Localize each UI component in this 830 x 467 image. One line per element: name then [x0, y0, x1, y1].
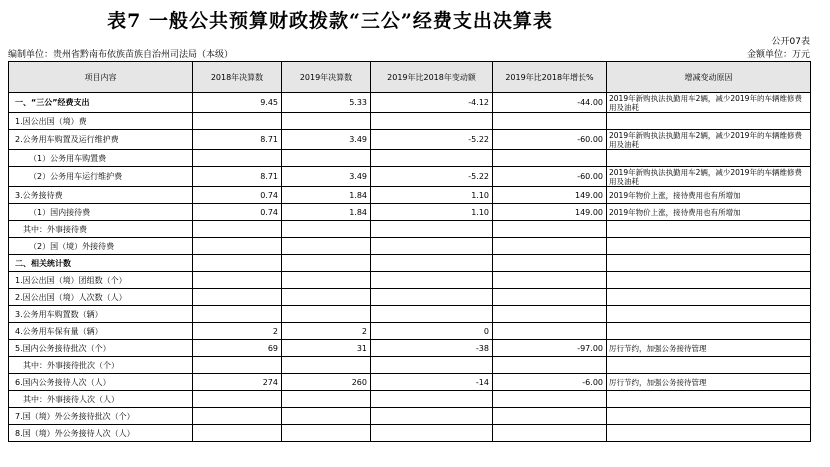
table-row: [9, 187, 811, 204]
table-body: [9, 93, 811, 442]
row-value-pct: [493, 391, 607, 408]
row-value-2019: [282, 289, 371, 306]
row-value-diff: [371, 408, 493, 425]
row-value-2019: 3.49: [282, 167, 371, 187]
table-row: [9, 272, 811, 289]
row-item-name: （1）公务用车购置费: [9, 150, 193, 167]
row-value-2019: [282, 425, 371, 442]
row-value-pct: [493, 272, 607, 289]
row-value-pct: [493, 323, 607, 340]
table-row: [9, 374, 811, 391]
row-reason: [607, 323, 811, 340]
header-diff: 2019年比2018年变动额: [371, 62, 493, 93]
row-value-diff: 1.10: [371, 187, 493, 204]
row-value-2019: 1.84: [282, 204, 371, 221]
table-row: [9, 167, 811, 187]
expenditure-table: [8, 61, 811, 442]
row-value-2018: 2: [193, 323, 282, 340]
row-value-pct: [493, 357, 607, 374]
row-value-2018: 8.71: [193, 130, 282, 150]
row-reason: [607, 255, 811, 272]
table-row: [9, 323, 811, 340]
row-value-2019: [282, 238, 371, 255]
row-value-2019: 3.49: [282, 130, 371, 150]
row-value-pct: [493, 113, 607, 130]
row-value-pct: -44.00: [493, 93, 607, 113]
report-title: 表7 一般公共预算财政拨款“三公”经费支出决算表: [107, 10, 553, 32]
row-item-name: （1）国内接待费: [9, 204, 193, 221]
row-value-pct: [493, 289, 607, 306]
row-value-diff: 1.10: [371, 204, 493, 221]
row-reason: [607, 113, 811, 130]
row-value-2019: [282, 113, 371, 130]
row-item-name: 1.因公出国（境）团组数（个）: [9, 272, 193, 289]
row-value-diff: -38: [371, 340, 493, 357]
row-value-2018: 0.74: [193, 204, 282, 221]
row-value-pct: [493, 255, 607, 272]
row-value-2019: [282, 272, 371, 289]
row-value-2019: 260: [282, 374, 371, 391]
row-item-name: 二、相关统计数: [9, 255, 193, 272]
row-item-name: 6.国内公务接待人次（人）: [9, 374, 193, 391]
table-row: [9, 425, 811, 442]
row-item-name: 3.公务用车购置数（辆）: [9, 306, 193, 323]
row-value-2018: 9.45: [193, 93, 282, 113]
row-value-2018: [193, 425, 282, 442]
row-value-2019: [282, 221, 371, 238]
table-row: [9, 238, 811, 255]
row-reason: 2019年新购执法执勤用车2辆，减少2019年的车辆维修费用及油耗: [607, 93, 811, 113]
row-item-name: 7.国（境）外公务接待批次（个）: [9, 408, 193, 425]
row-reason: [607, 238, 811, 255]
row-value-pct: [493, 238, 607, 255]
row-value-2019: [282, 357, 371, 374]
table-row: [9, 221, 811, 238]
row-value-2018: [193, 357, 282, 374]
row-value-diff: -4.12: [371, 93, 493, 113]
table-row: [9, 130, 811, 150]
row-reason: [607, 272, 811, 289]
row-value-2019: [282, 255, 371, 272]
row-value-2019: [282, 391, 371, 408]
row-value-2018: [193, 255, 282, 272]
header-reason: 增减变动原因: [607, 62, 811, 93]
row-value-2018: [193, 221, 282, 238]
row-reason: [607, 306, 811, 323]
table-row: [9, 306, 811, 323]
row-value-pct: -97.00: [493, 340, 607, 357]
row-value-pct: [493, 306, 607, 323]
row-item-name: 一、“三公”经费支出: [9, 93, 193, 113]
row-value-2018: [193, 408, 282, 425]
row-item-name: 其中：外事接待批次（个）: [9, 357, 193, 374]
row-item-name: （2）公务用车运行维护费: [9, 167, 193, 187]
row-value-pct: [493, 150, 607, 167]
row-reason: [607, 425, 811, 442]
row-value-2018: [193, 289, 282, 306]
row-value-diff: 0: [371, 323, 493, 340]
row-item-name: 其中：外事接待人次（人）: [9, 391, 193, 408]
row-item-name: 2.因公出国（境）人次数（人）: [9, 289, 193, 306]
table-row: [9, 357, 811, 374]
row-reason: 厉行节约，加强公务接待管理: [607, 340, 811, 357]
row-value-2019: [282, 306, 371, 323]
row-value-2018: 8.71: [193, 167, 282, 187]
row-value-diff: [371, 113, 493, 130]
row-reason: 2019年物价上涨，接待费用也有所增加: [607, 204, 811, 221]
header-2019: 2019年决算数: [282, 62, 371, 93]
row-value-diff: [371, 425, 493, 442]
row-reason: 厉行节约，加强公务接待管理: [607, 374, 811, 391]
table-row: [9, 391, 811, 408]
row-reason: [607, 221, 811, 238]
row-value-diff: [371, 306, 493, 323]
row-value-pct: [493, 425, 607, 442]
row-value-diff: [371, 221, 493, 238]
form-code: 公开07表: [771, 37, 810, 47]
row-reason: 2019年新购执法执勤用车2辆，减少2019年的车辆维修费用及油耗: [607, 167, 811, 187]
row-item-name: 3.公务接待费: [9, 187, 193, 204]
row-value-2018: [193, 113, 282, 130]
row-value-pct: -60.00: [493, 130, 607, 150]
compiling-unit: 编制单位：贵州省黔南布依族苗族自治州司法局（本级）: [8, 50, 234, 60]
row-value-diff: [371, 238, 493, 255]
row-reason: 2019年物价上涨，接待费用也有所增加: [607, 187, 811, 204]
row-value-2019: 31: [282, 340, 371, 357]
row-value-2018: [193, 150, 282, 167]
row-value-2018: 0.74: [193, 187, 282, 204]
table-row: [9, 93, 811, 113]
table-row: [9, 150, 811, 167]
row-value-2018: [193, 391, 282, 408]
row-value-pct: [493, 408, 607, 425]
row-item-name: （2）国（境）外接待费: [9, 238, 193, 255]
header-pct: 2019年比2018年增长%: [493, 62, 607, 93]
row-value-pct: -60.00: [493, 167, 607, 187]
row-item-name: 8.国（境）外公务接待人次（人）: [9, 425, 193, 442]
table-row: [9, 113, 811, 130]
row-value-diff: -5.22: [371, 167, 493, 187]
row-item-name: 1.因公出国（境）费: [9, 113, 193, 130]
row-item-name: 2.公务用车购置及运行维护费: [9, 130, 193, 150]
row-value-diff: [371, 255, 493, 272]
amount-unit: 金额单位：万元: [746, 50, 810, 60]
row-value-2018: [193, 306, 282, 323]
row-item-name: 其中：外事接待费: [9, 221, 193, 238]
row-value-2019: 5.33: [282, 93, 371, 113]
row-value-pct: 149.00: [493, 187, 607, 204]
header-2018: 2018年决算数: [193, 62, 282, 93]
row-item-name: 4.公务用车保有量（辆）: [9, 323, 193, 340]
row-value-diff: -14: [371, 374, 493, 391]
table-row: [9, 204, 811, 221]
row-value-diff: -5.22: [371, 130, 493, 150]
row-value-diff: [371, 272, 493, 289]
table-row: [9, 408, 811, 425]
row-value-2018: [193, 272, 282, 289]
row-value-pct: 149.00: [493, 204, 607, 221]
table-row: [9, 289, 811, 306]
row-value-2018: [193, 238, 282, 255]
table-row: [9, 340, 811, 357]
row-reason: [607, 391, 811, 408]
row-reason: 2019年新购执法执勤用车2辆，减少2019年的车辆维修费用及油耗: [607, 130, 811, 150]
row-item-name: 5.国内公务接待批次（个）: [9, 340, 193, 357]
row-value-2018: 69: [193, 340, 282, 357]
row-reason: [607, 289, 811, 306]
row-value-2019: 1.84: [282, 187, 371, 204]
table-row: [9, 255, 811, 272]
row-value-diff: [371, 391, 493, 408]
row-reason: [607, 408, 811, 425]
row-value-pct: [493, 221, 607, 238]
row-value-diff: [371, 150, 493, 167]
row-value-2018: 274: [193, 374, 282, 391]
row-reason: [607, 150, 811, 167]
header-row: [9, 62, 811, 93]
row-value-pct: -6.00: [493, 374, 607, 391]
row-value-diff: [371, 289, 493, 306]
row-value-diff: [371, 357, 493, 374]
row-value-2019: [282, 408, 371, 425]
row-value-2019: 2: [282, 323, 371, 340]
header-item: 项目内容: [9, 62, 193, 93]
row-reason: [607, 357, 811, 374]
row-value-2019: [282, 150, 371, 167]
